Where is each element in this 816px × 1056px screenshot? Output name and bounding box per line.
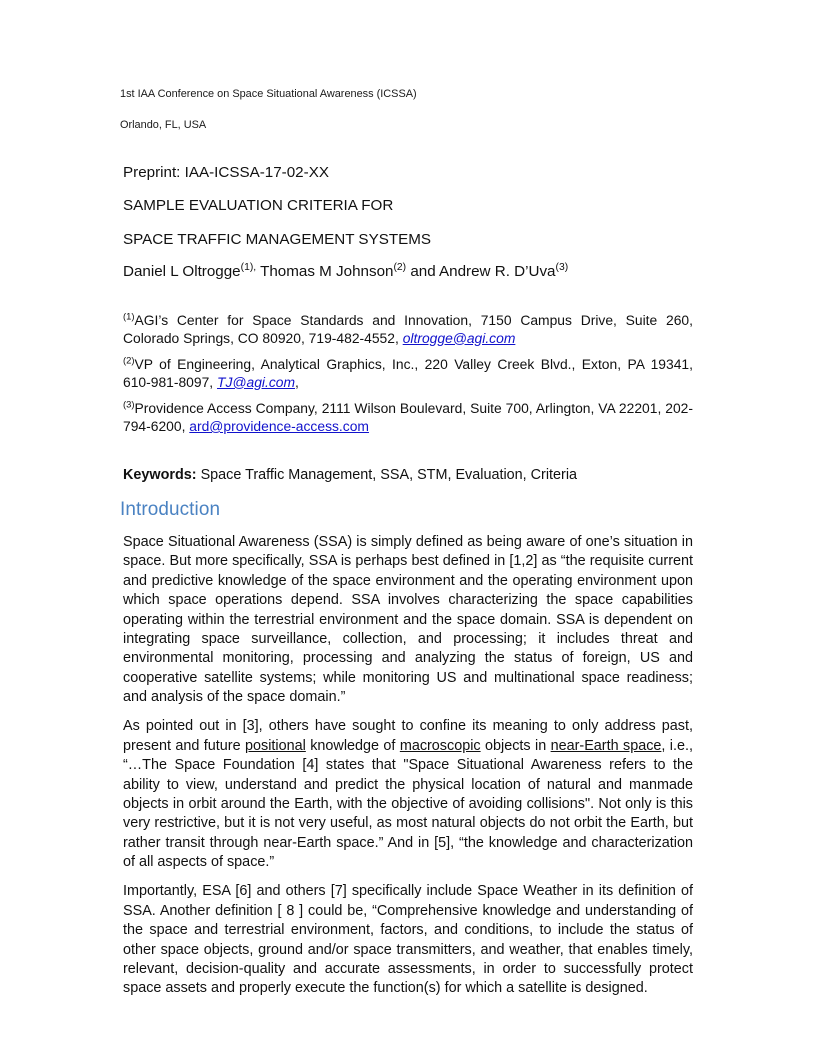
paragraph-2-underlined-macroscopic: macroscopic — [399, 737, 481, 754]
affiliation-2-text: VP of Engineering, Analytical Graphics, Inc., 220 Valley Creek Blvd., Exton, PA 19341, 610-981-8097, — [123, 356, 693, 390]
section-heading-introduction: Introduction — [120, 499, 221, 520]
paper-title-line-2: SPACE TRAFFIC MANAGEMENT SYSTEMS — [123, 230, 432, 248]
preprint-identifier: Preprint: IAA-ICSSA-17-02-XX — [123, 164, 329, 181]
affiliation-3 — [123, 400, 693, 435]
header-location: Orlando, FL, USA — [120, 118, 207, 131]
affiliation-2 — [123, 356, 693, 391]
keywords-value: Space Traffic Management, SSA, STM, Evaluation, Criteria — [196, 467, 578, 483]
affiliation-2-text-tail: , — [295, 373, 299, 390]
author-2-affiliation-marker: (2) — [393, 261, 407, 273]
affiliation-1-marker: (1) — [123, 310, 135, 322]
document-running-header — [120, 88, 695, 149]
author-list — [123, 262, 695, 282]
header-conference-name: 1st IAA Conference on Space Situational Awareness (ICSSA) — [120, 88, 417, 100]
paragraph-2-segment-4: , i.e., “…The Space Foundation [4] states that "Space Situational Awareness refers to the ability to view, understand and predict the physical location of natural and manmade objects in orbit around the Earth, with the objective of avoiding collisions". Not only is this very restrictive, but it is not very useful, as most natural objects do not orbit the Earth, but rather transit through near-Earth space.” And in [5], “the knowledge and characterization of all aspects of space.” — [123, 737, 693, 870]
paragraph-2 — [123, 717, 693, 872]
title-block — [123, 163, 695, 263]
affiliation-list — [123, 312, 693, 445]
paper-title-line-1: SAMPLE EVALUATION CRITERIA FOR — [123, 197, 394, 215]
keywords-label: Keywords: — [123, 467, 197, 483]
paragraph-2-segment-1: As pointed out in [3], others have sought to confine its meaning to only address past, present and future — [123, 718, 693, 754]
paragraph-3: Importantly, ESA [6] and others [7] specifically include Space Weather in its definition of SSA. Another definition [ 8 ] could be, “Comprehensive knowledge and understanding of the space and terrestrial environment, factors, and conditions, to include the status of other space objects, ground and/or space transmitters, and weather, that enables timely, relevant, decision-quality and accurate assessments, in order to successfully protect space assets and properly execute the function(s) for which a satellite is designed. — [123, 883, 693, 997]
affiliation-2-marker: (2) — [123, 354, 135, 366]
author-3-name: and Andrew R. D’Uva — [406, 263, 556, 280]
paragraph-2-segment-3: objects in — [480, 737, 551, 754]
affiliation-1 — [123, 312, 693, 347]
paragraph-2-underlined-positional: positional — [245, 737, 306, 754]
affiliation-1-text: AGI’s Center for Space Standards and Innovation, 7150 Campus Drive, Suite 260, Colorado Springs, CO 80920, 719-482-4552, — [123, 312, 693, 346]
body-text — [123, 533, 693, 1009]
author-1-name: Daniel L Oltrogge — [123, 263, 241, 280]
paragraph-1: Space Situational Awareness (SSA) is simply defined as being aware of one’s situation in space. But more specifically, SSA is perhaps best defined in [1,2] as “the requisite current and predictive knowledge of the space environment and the operating environment upon which space operations depend. SSA involves characterizing the space capabilities operating within the terrestrial environment and the space domain. SSA is dependent on integrating space surveillance, collection, and processing; it includes threat and environmental monitoring, processing and analyzing the status of foreign, US and cooperative satellite systems; while monitoring US and multinational space readiness; and analysis of the space domain.” — [123, 534, 693, 705]
paragraph-2-underlined-near-earth-space: near-Earth space — [550, 737, 662, 754]
author-2-name: Thomas M Johnson — [256, 263, 394, 280]
affiliation-3-text: Providence Access Company, 2111 Wilson Boulevard, Suite 700, Arlington, VA 22201, 202-794-6200, — [123, 400, 693, 434]
affiliation-2-email-link[interactable]: TJ@agi.com — [217, 373, 296, 390]
affiliation-3-email-link[interactable]: ard@providence-access.com — [189, 417, 369, 434]
affiliation-3-marker: (3) — [123, 398, 135, 410]
author-3-affiliation-marker: (3) — [555, 261, 569, 273]
author-1-affiliation-marker: (1), — [240, 261, 257, 273]
keywords-line — [123, 466, 695, 485]
paragraph-2-segment-2: knowledge of — [305, 737, 400, 754]
affiliation-1-email-link[interactable]: oltrogge@agi.com — [402, 329, 516, 346]
